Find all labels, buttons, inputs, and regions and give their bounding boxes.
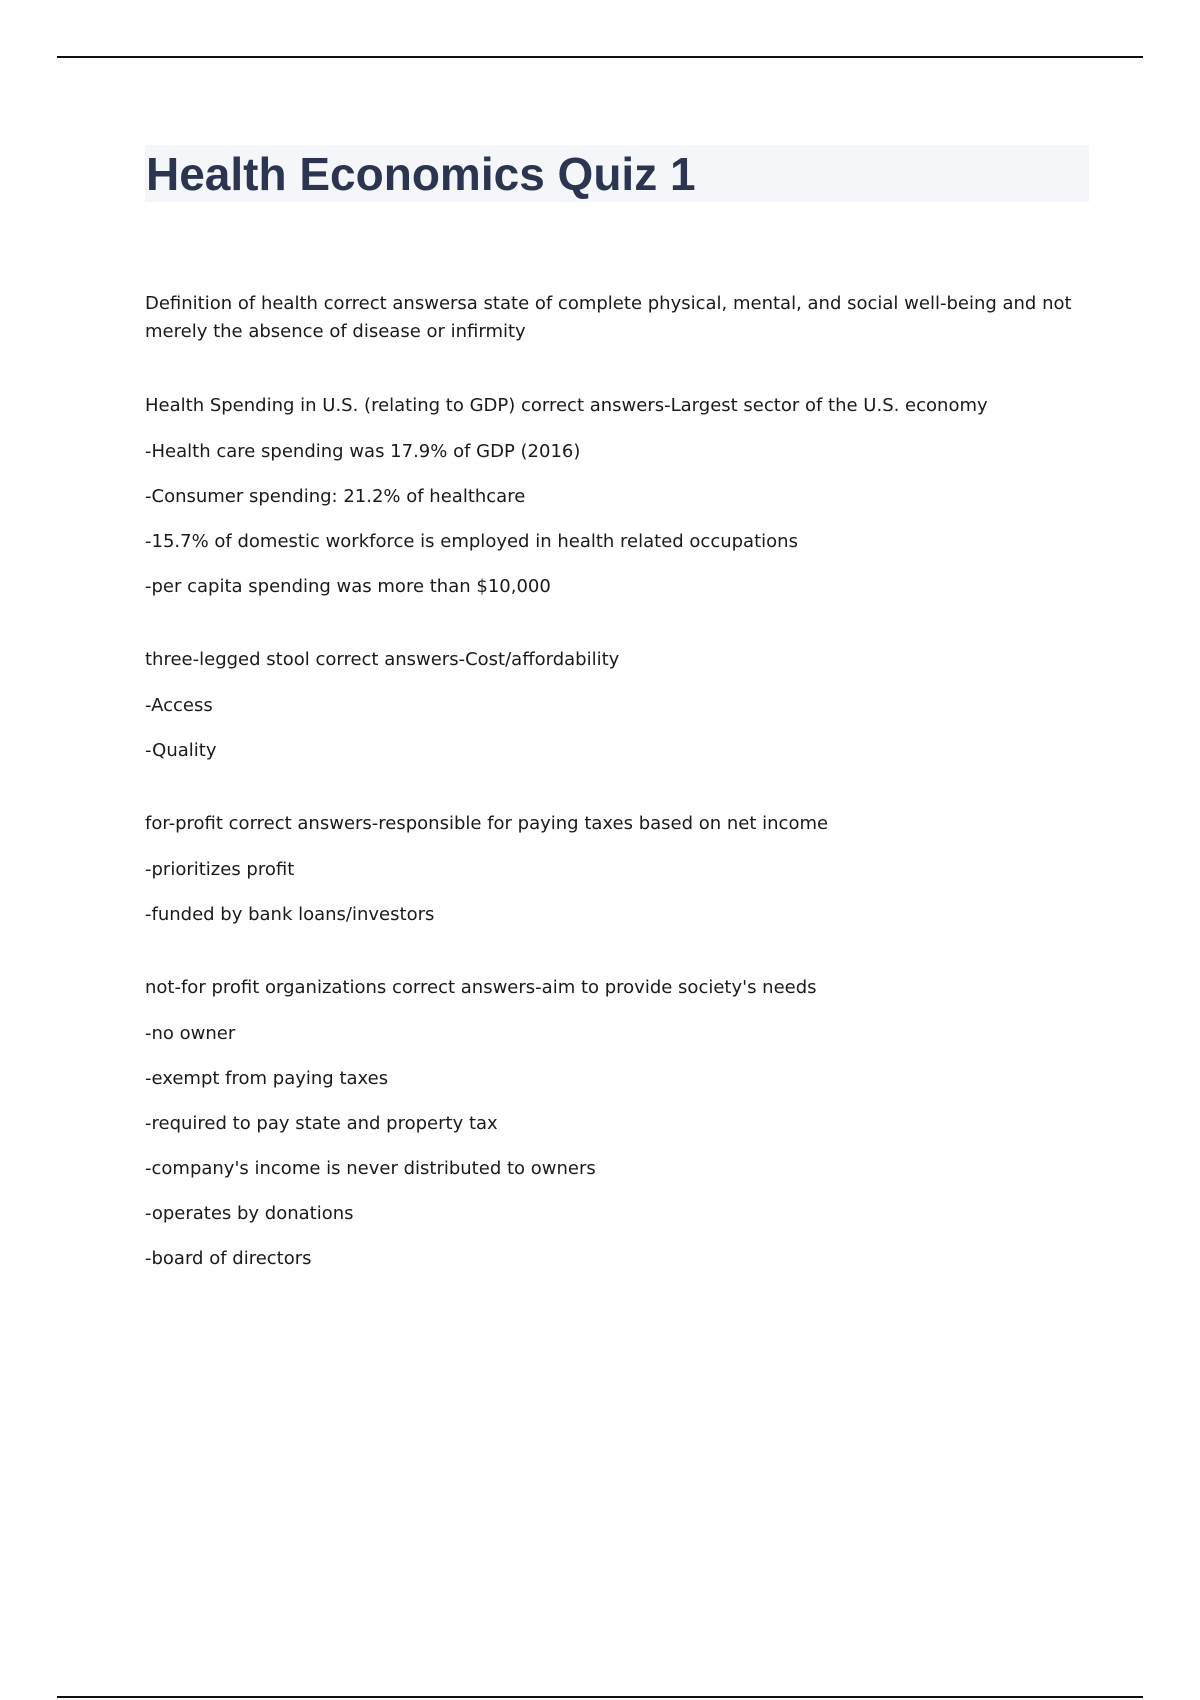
bottom-rule <box>57 1696 1143 1698</box>
entry-text: for-profit correct answers-responsible for paying taxes based on net income <box>145 813 829 834</box>
entry-three-legged-stool <box>145 646 1080 764</box>
entry-point: -no owner <box>145 1023 236 1044</box>
entry-text: not-for profit organizations correct answers-aim to provide society's needs <box>145 977 817 998</box>
entry-point: -Quality <box>145 740 217 761</box>
entry-point: -board of directors <box>145 1248 312 1269</box>
entry-point: -Health care spending was 17.9% of GDP (2016) <box>145 441 581 462</box>
entry-point: -operates by donations <box>145 1203 354 1224</box>
entry-text: Health Spending in U.S. (relating to GDP) correct answers-Largest sector of the U.S. economy <box>145 395 988 416</box>
entry-definition-of-health <box>145 290 1080 346</box>
entry-point: -company's income is never distributed to owners <box>145 1158 596 1179</box>
entry-point: -required to pay state and property tax <box>145 1113 498 1134</box>
entry-text: Definition of health correct answersa state of complete physical, mental, and social well-being and not merely the absence of disease or infirmity <box>145 293 1072 342</box>
entry-for-profit <box>145 810 1080 928</box>
entry-health-spending <box>145 392 1080 600</box>
entry-not-for-profit <box>145 974 1080 1272</box>
document-body <box>145 290 1080 1318</box>
entry-text: three-legged stool correct answers-Cost/affordability <box>145 649 620 670</box>
entry-point: -15.7% of domestic workforce is employed in health related occupations <box>145 531 798 552</box>
entry-point: -Consumer spending: 21.2% of healthcare <box>145 486 526 507</box>
page-title: Health Economics Quiz 1 <box>146 148 696 200</box>
entry-point: -per capita spending was more than $10,000 <box>145 576 551 597</box>
top-rule <box>57 56 1143 58</box>
entry-point: -funded by bank loans/investors <box>145 904 435 925</box>
entry-point: -exempt from paying taxes <box>145 1068 389 1089</box>
entry-point: -prioritizes profit <box>145 859 295 880</box>
entry-point: -Access <box>145 695 213 716</box>
